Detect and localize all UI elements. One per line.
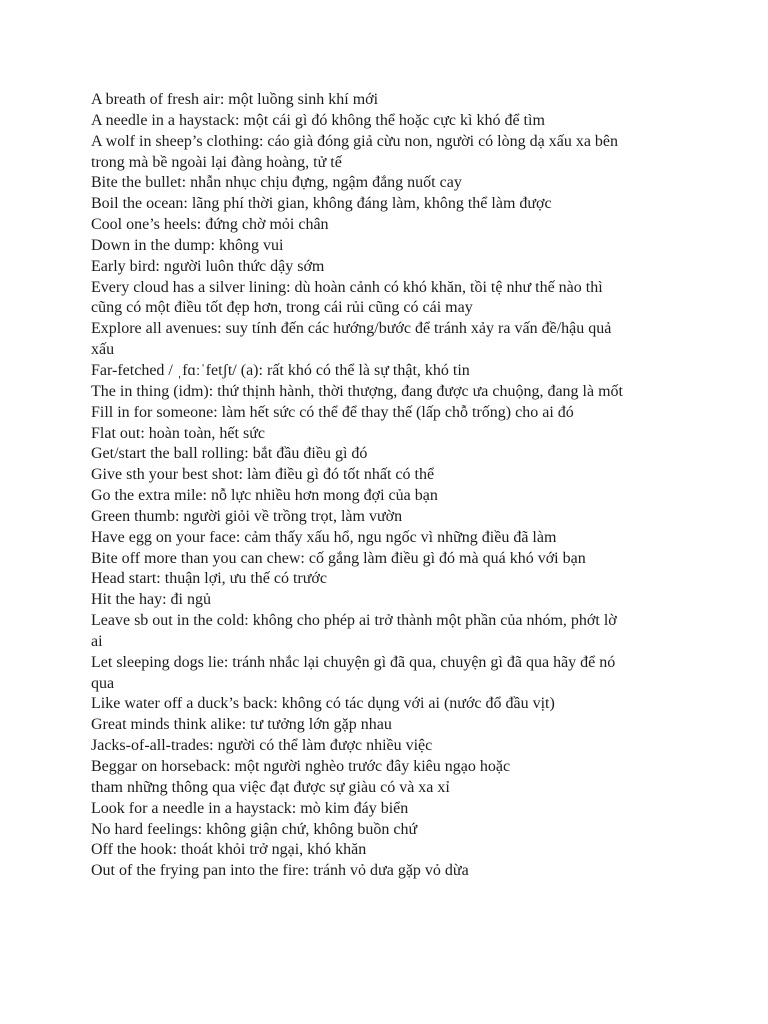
text-line: Off the hook: thoát khỏi trở ngại, khó khăn xyxy=(91,841,367,859)
text-line: Beggar on horseback: một người nghèo trước đây kiêu ngạo hoặc xyxy=(91,758,511,775)
text-line: A breath of fresh air: một luồng sinh khí mới xyxy=(91,91,379,108)
text-line: Look for a needle in a haystack: mò kim đáy biển xyxy=(91,799,409,817)
text-line: qua xyxy=(91,674,115,692)
text-line: A wolf in sheep’s clothing: cáo già đóng giả cừu non, người có lòng dạ xấu xa bên xyxy=(91,132,619,150)
text-line: Bite the bullet: nhẫn nhục chịu đựng, ngậm đắng nuốt cay xyxy=(91,174,462,192)
text-line: Far-fetched / ˌfɑːˈfetʃt/ (a): rất khó có thể là sự thật, khó tin xyxy=(91,361,470,379)
text-line: Go the extra mile: nỗ lực nhiều hơn mong đợi của bạn xyxy=(91,487,438,505)
text-line: Hit the hay: đi ngủ xyxy=(91,591,211,609)
text-line: cũng có một điều tốt đẹp hơn, trong cái rủi cũng có cái may xyxy=(91,299,473,317)
text-line: Early bird: người luôn thức dậy sớm xyxy=(91,257,325,275)
text-line: Every cloud has a silver lining: dù hoàn cảnh có khó khăn, tồi tệ như thế nào thì xyxy=(91,278,603,296)
text-line: Head start: thuận lợi, ưu thế có trước xyxy=(91,570,327,588)
text-line: Like water off a duck’s back: không có tác dụng với ai (nước đổ đầu vịt) xyxy=(91,695,555,713)
text-line: Give sth your best shot: làm điều gì đó tốt nhất có thể xyxy=(91,466,435,484)
text-line: Fill in for someone: làm hết sức có thể để thay thế (lấp chỗ trống) cho ai đó xyxy=(91,403,574,421)
text-line: A needle in a haystack: một cái gì đó không thể hoặc cực kì khó để tìm xyxy=(91,111,545,129)
text-line: No hard feelings: không giận chứ, không buồn chứ xyxy=(91,820,418,838)
text-line: xấu xyxy=(91,341,115,359)
text-line: Bite off more than you can chew: cố gắng làm điều gì đó mà quá khó với bạn xyxy=(91,549,586,567)
text-line: Explore all avenues: suy tính đến các hướng/bước để tránh xảy ra vấn đề/hậu quả xyxy=(91,320,612,338)
idiom-list xyxy=(91,90,691,882)
text-line: trong mà bề ngoài lại đàng hoàng, tử tế xyxy=(91,153,342,171)
text-line: Cool one’s heels: đứng chờ mỏi chân xyxy=(91,216,329,234)
text-line: Out of the frying pan into the fire: tránh vỏ dưa gặp vỏ dừa xyxy=(91,862,469,880)
text-line: Get/start the ball rolling: bắt đầu điều gì đó xyxy=(91,445,368,463)
text-line: Jacks-of-all-trades: người có thể làm được nhiều việc xyxy=(91,737,433,755)
text-line: tham những thông qua việc đạt được sự giàu có và xa xỉ xyxy=(91,778,450,796)
text-line: Leave sb out in the cold: không cho phép ai trở thành một phần của nhóm, phớt lờ xyxy=(91,612,617,630)
text-line: Flat out: hoàn toàn, hết sức xyxy=(91,424,265,442)
text-line: Let sleeping dogs lie: tránh nhắc lại chuyện gì đã qua, chuyện gì đã qua hãy để nó xyxy=(91,653,616,671)
text-line: Boil the ocean: lãng phí thời gian, không đáng làm, không thể làm được xyxy=(91,195,552,213)
text-line: The in thing (idm): thứ thịnh hành, thời thượng, đang được ưa chuộng, đang là mốt xyxy=(91,382,623,400)
text-line: Green thumb: người giỏi về trồng trọt, làm vườn xyxy=(91,507,403,525)
text-line: Have egg on your face: cảm thấy xấu hổ, ngu ngốc vì những điều đã làm xyxy=(91,528,557,546)
text-line: Great minds think alike: tư tưởng lớn gặp nhau xyxy=(91,716,392,734)
text-line: Down in the dump: không vui xyxy=(91,236,284,254)
text-line: ai xyxy=(91,632,103,650)
